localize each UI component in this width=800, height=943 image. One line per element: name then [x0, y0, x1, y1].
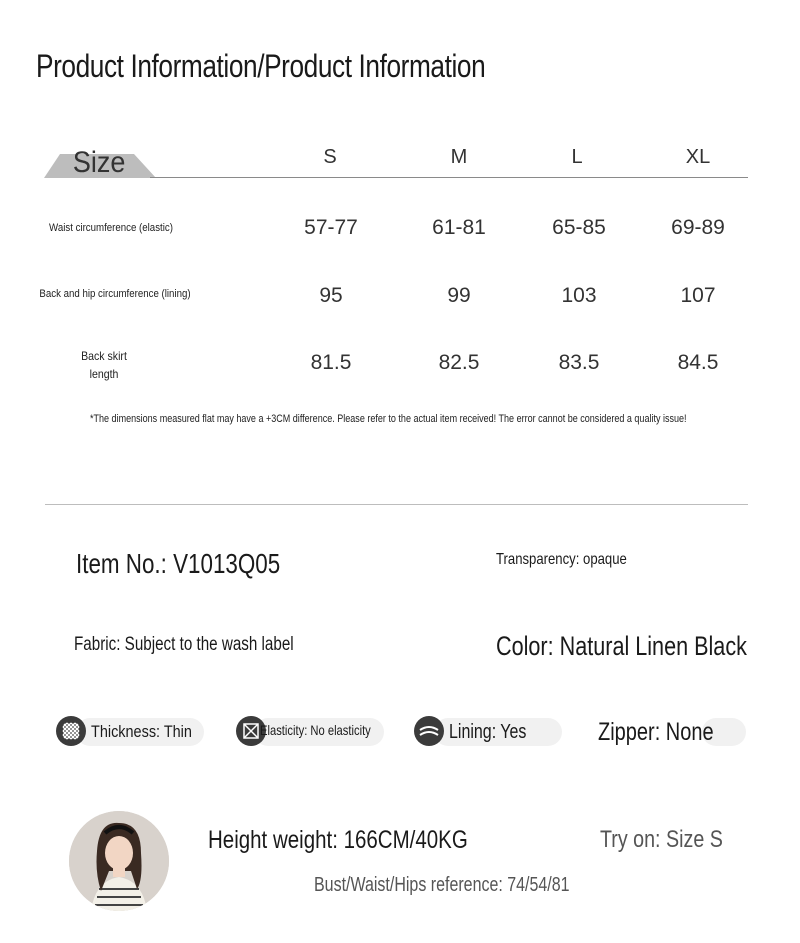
table-cell: 61-81: [432, 216, 486, 239]
table-cell: 99: [447, 284, 471, 307]
table-cell: 65-85: [552, 216, 606, 239]
column-header-xl: XL: [685, 146, 711, 168]
attribute-thickness: [56, 716, 206, 748]
table-header-rule: [150, 177, 748, 178]
color: Color: Natural Linen Black: [496, 631, 747, 661]
attribute-elasticity: [236, 716, 386, 748]
item-number: Item No.: V1013Q05: [76, 548, 281, 579]
table-cell: 83.5: [558, 351, 600, 374]
table-cell: 107: [680, 284, 716, 307]
table-cell: 81.5: [310, 351, 352, 374]
attribute-label: Thickness: Thin: [91, 722, 192, 741]
model-try-on-size: Try on: Size S: [600, 826, 723, 853]
table-cell: 82.5: [438, 351, 480, 374]
lining-icon: [414, 716, 444, 746]
thickness-icon: [56, 716, 86, 746]
model-measurements: Bust/Waist/Hips reference: 74/54/81: [314, 874, 570, 896]
table-cell: 84.5: [677, 351, 719, 374]
size-tab-label: Size: [72, 146, 126, 179]
column-header-m: M: [450, 146, 468, 168]
column-header-s: S: [323, 146, 337, 168]
table-cell: 57-77: [304, 216, 358, 239]
page-title: Product Information/Product Information: [36, 48, 486, 84]
size-tab: [44, 146, 156, 178]
transparency: Transparency: opaque: [496, 551, 627, 568]
fabric: Fabric: Subject to the wash label: [74, 634, 294, 655]
measurement-note: *The dimensions measured flat may have a +3CM difference. Please refer to the actual item received! The error cannot be considered a quality issue!: [90, 413, 687, 425]
row-label-skirt-length: [69, 347, 139, 383]
attribute-label: Lining: Yes: [449, 721, 527, 743]
model-height-weight: Height weight: 166CM/40KG: [208, 826, 468, 854]
section-divider: [45, 504, 748, 505]
row-label-line: Back skirt: [81, 349, 127, 363]
row-label-waist: Waist circumference (elastic): [49, 222, 173, 234]
table-cell: 103: [561, 284, 597, 307]
model-avatar: [69, 811, 169, 911]
column-header-l: L: [571, 146, 583, 168]
table-cell: 69-89: [671, 216, 725, 239]
attribute-zipper: [598, 716, 748, 748]
attribute-label: Elasticity: No elasticity: [260, 722, 371, 738]
table-cell: 95: [319, 284, 343, 307]
attribute-lining: [414, 716, 564, 748]
row-label-line: length: [89, 367, 119, 381]
row-label-hip: Back and hip circumference (lining): [39, 288, 191, 300]
attribute-label: Zipper: None: [598, 718, 714, 746]
